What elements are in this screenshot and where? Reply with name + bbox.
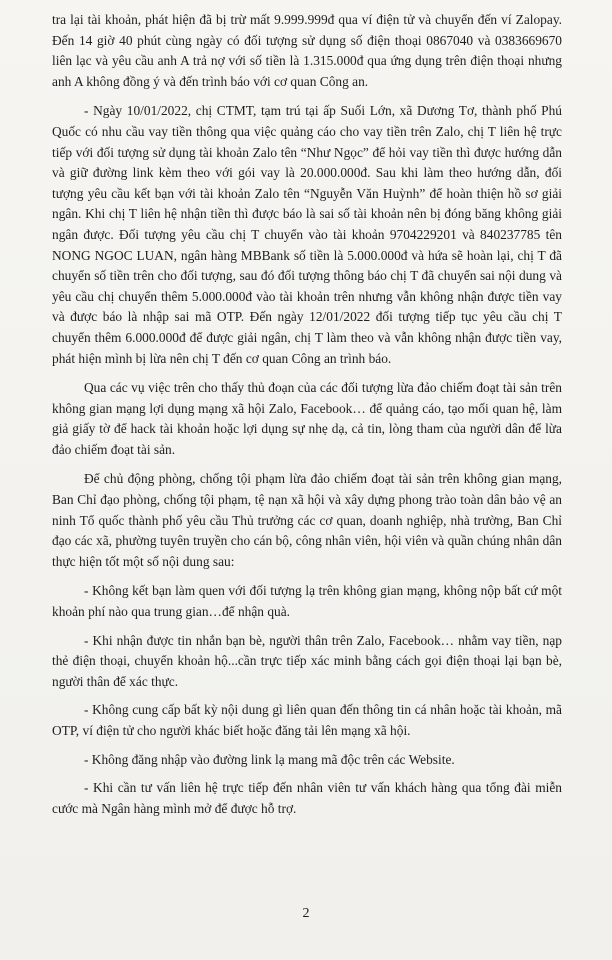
list-item: - Không cung cấp bất kỳ nội dung gì liên quan đến thông tin cá nhân hoặc tài khoản, mã OTP, ví điện tử cho người khác biết hoặc đăng tải lên mạng xã hội. (52, 702, 562, 738)
paragraph-case-ctmt: - Ngày 10/01/2022, chị CTMT, tạm trú tại ấp Suối Lớn, xã Dương Tơ, thành phố Phú Quốc có nhu cầu vay tiền thông qua việc quảng cáo cho vay tiền trên Zalo, chị T liên hệ trực tiếp với đối tượng sử dụng tài khoản Zalo tên “Như Ngọc” để hỏi vay tiền thì được hướng dẫn và giữ đường link kèm theo với gói vay là 20.000.000đ. Sau khi làm theo hướng dẫn, đối tượng yêu cầu kết bạn với tài khoản Zalo tên “Nguyễn Văn Huỳnh” để hoàn thiện hồ sơ giải ngân. Khi chị T liên hệ nhận tiền thì được báo là sai số tài khoản nên bị đóng băng không giải ngân được. Đối tượng yêu cầu chị T chuyển vào tài khoản 9704229201 và 840237785 tên NONG NGOC LUAN, ngân hàng MBBank số tiền là 5.000.000đ và hứa sẽ hoàn lại, chị T đã chuyển số tiền trên cho đối tượng, sau đó đối tượng thông báo chị T đã chuyển sai nội dung và yêu cầu chị chuyển thêm 5.000.000đ vào tài khoản trên nhưng vẫn không nhận được tiền vay và được báo là nhập sai mã OTP. Đến ngày 12/01/2022 đối tượng tiếp tục yêu cầu chị T chuyển thêm 6.000.000đ để được giải ngân, chị T làm theo và vẫn không nhận được tiền vay, phát hiện mình bị lừa nên chị T đến cơ quan Công an trình báo. (52, 103, 562, 366)
list-item: - Không đăng nhập vào đường link lạ mang mã độc trên các Website. (84, 751, 455, 767)
list-item: - Khi nhận được tin nhắn bạn bè, người thân trên Zalo, Facebook… nhằm vay tiền, nạp thẻ điện thoại, chuyển khoản hộ...cần trực tiếp xác minh bằng cách gọi điện thoại lại bạn bè, người thân để xác thực. (52, 632, 562, 689)
paragraph-continuation: tra lại tài khoản, phát hiện đã bị trừ mất 9.999.999đ qua ví điện tử và chuyển đến ví Zalopay. Đến 14 giờ 40 phút cùng ngày có đối tượng sử dụng số điện thoại 0867040 và 0383669670 liên lạc và yêu cầu anh A trả nợ với số tiền là 1.315.000đ qua ứng dụng trên điện thoại nhưng anh A không đồng ý và đến trình báo với cơ quan Công an. (52, 12, 562, 89)
paragraph-request: Để chủ động phòng, chống tội phạm lừa đảo chiếm đoạt tài sản trên không gian mạng, Ban Chỉ đạo phòng, chống tội phạm, tệ nạn xã hội và xây dựng phong trào toàn dân bảo vệ an ninh Tổ quốc thành phố yêu cầu Thủ trưởng các cơ quan, doanh nghiệp, nhà trường, Ban Chỉ đạo các xã, phường tuyên truyền cho cán bộ, công nhân viên, hội viên và quần chúng nhân dân thực hiện tốt một số nội dung sau: (52, 471, 562, 569)
page-number: 2 (302, 906, 310, 921)
list-item: - Không kết bạn làm quen với đối tượng lạ trên không gian mạng, không nộp bất cứ một khoản phí nào qua trung gian…để nhận quà. (52, 583, 562, 620)
list-item: - Khi cần tư vấn liên hệ trực tiếp đến nhân viên tư vấn khách hàng qua tổng đài miễn cước mà Ngân hàng mình mở để được hỗ trợ. (52, 780, 562, 816)
paragraph-method-summary: Qua các vụ việc trên cho thấy thủ đoạn của các đối tượng lừa đảo chiếm đoạt tài sản trên không gian mạng lợi dụng mạng xã hội Zalo, Facebook… để quảng cáo, tạo mối quan hệ, làm giả giấy tờ để hack tài khoản hoặc lợi dụng sự nhẹ dạ, cả tin, lòng tham của người dân để lừa đảo chiếm đoạt tài sản. (52, 380, 562, 457)
